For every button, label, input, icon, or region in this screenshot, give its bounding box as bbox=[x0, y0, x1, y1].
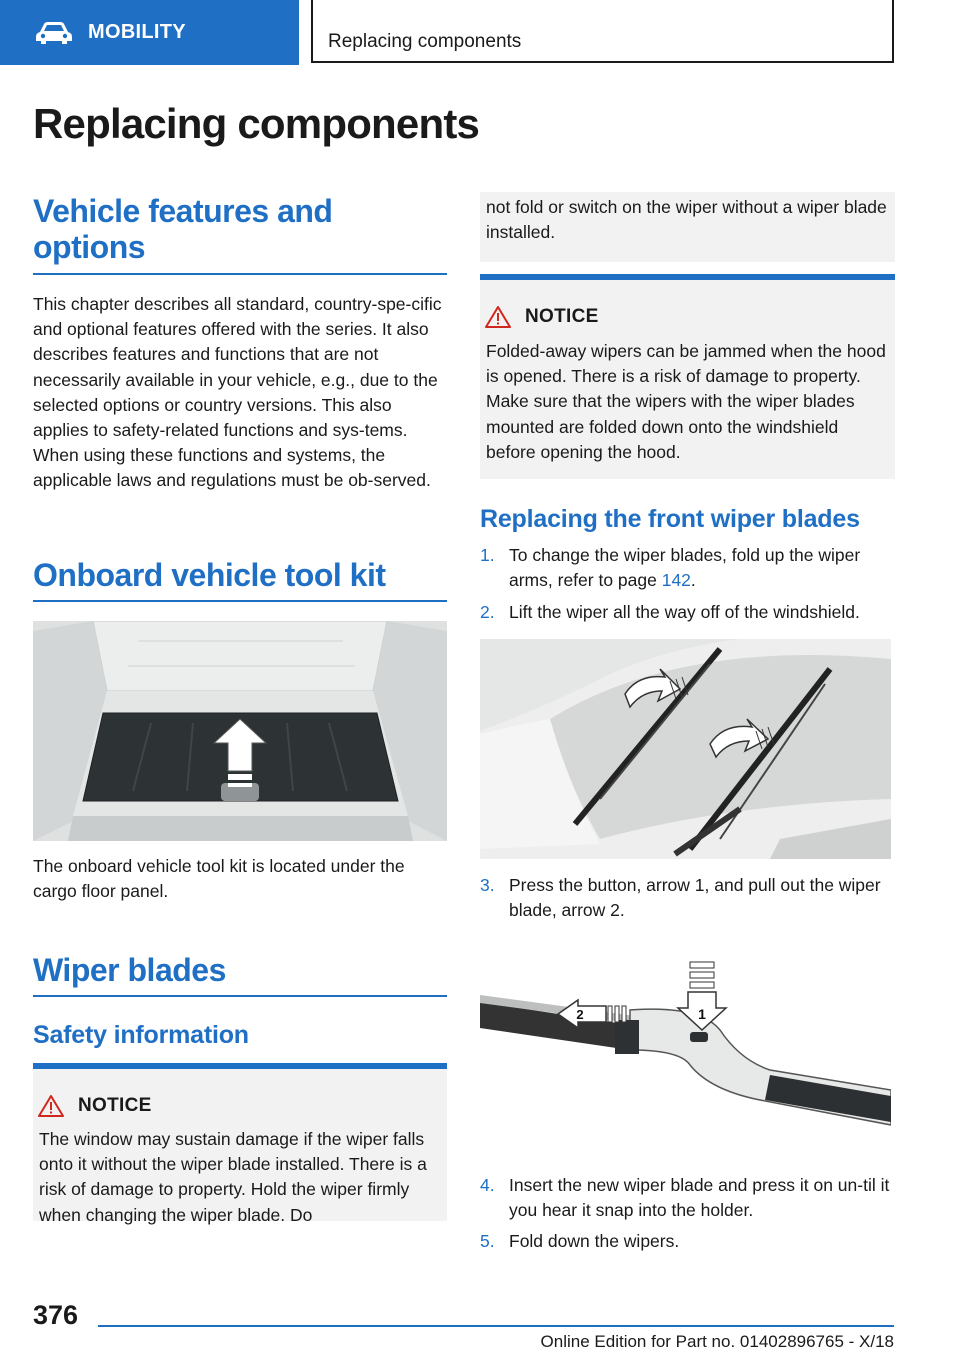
page-title: Replacing components bbox=[33, 100, 480, 147]
notice-text: Folded-away wipers can be jammed when the hood is opened. There is a risk of damage to property. Make sure that the wipers with the wiper blades mounted are folded down onto the windshield before opening the hood. bbox=[486, 341, 886, 462]
step-number: 4. bbox=[480, 1175, 495, 1195]
step-number: 2. bbox=[480, 602, 495, 622]
arrow-2-label: 2 bbox=[576, 1007, 584, 1022]
page-link[interactable]: 142 bbox=[661, 570, 691, 591]
notice-box-continued bbox=[480, 192, 895, 262]
step-number: 1. bbox=[480, 545, 495, 565]
cargo-area-illustration bbox=[33, 621, 447, 841]
step-5 bbox=[480, 1229, 895, 1254]
step-2 bbox=[480, 600, 895, 625]
step-1 bbox=[480, 543, 895, 593]
section-tab[interactable] bbox=[0, 0, 299, 65]
notice-continued-text: not fold or switch on the wiper without a wiper blade installed. bbox=[486, 197, 887, 243]
arrow-1-label: 1 bbox=[698, 1006, 706, 1022]
step-text: Insert the new wiper blade and press it on un-til it you hear it snap into the holder. bbox=[509, 1175, 890, 1221]
notice-text: The window may sustain damage if the wiper falls onto it without the wiper blade installed. There is a risk of damage to property. Hold the wiper firmly when changing the wiper blade. Do bbox=[39, 1129, 427, 1225]
step-text: To change the wiper blades, fold up the wiper arms, refer to page 142. bbox=[509, 545, 861, 591]
step-number: 5. bbox=[480, 1231, 495, 1251]
warning-triangle-icon bbox=[38, 1095, 64, 1117]
section-label: MOBILITY bbox=[88, 21, 186, 43]
notice-label: NOTICE bbox=[525, 306, 599, 327]
edition-note: Online Edition for Part no. 01402896765 - X/18 bbox=[540, 1332, 894, 1351]
step-text: Press the button, arrow 1, and pull out the wiper blade, arrow 2. bbox=[509, 875, 881, 921]
wiper-blade-release-illustration bbox=[480, 950, 891, 1160]
step-number: 3. bbox=[480, 875, 495, 895]
page-number: 376 bbox=[33, 1300, 79, 1330]
notice-box-wiper-damage bbox=[33, 1063, 447, 1225]
heading-tool-kit: Onboard vehicle tool kit bbox=[33, 557, 447, 602]
heading-wiper-blades: Wiper blades bbox=[33, 952, 447, 997]
features-paragraph: This chapter describes all standard, country-spe-cific and optional features offered with the series. It also describes features and functions that are not necessarily available in your vehicle, e.g., due to the selected options or country versions. This also applies to safety-related functions and sys-tems. When using these functions and systems, the applicable laws and regulations must be ob-served. bbox=[33, 294, 442, 491]
windshield-wiper-illustration bbox=[480, 639, 891, 859]
step-4 bbox=[480, 1173, 895, 1223]
step-text: Fold down the wipers. bbox=[509, 1231, 680, 1251]
heading-vehicle-features: Vehicle features and options bbox=[33, 193, 447, 275]
heading-replacing-front-wipers: Replacing the front wiper blades bbox=[480, 505, 860, 533]
notice-box-hood bbox=[480, 274, 895, 479]
heading-safety-information: Safety information bbox=[33, 1021, 249, 1049]
notice-label: NOTICE bbox=[78, 1095, 152, 1116]
tool-kit-paragraph: The onboard vehicle tool kit is located under the cargo floor panel. bbox=[33, 856, 405, 902]
breadcrumb: Replacing components bbox=[311, 0, 894, 63]
step-3 bbox=[480, 873, 895, 923]
step-text: Lift the wiper all the way off of the windshield. bbox=[509, 602, 860, 622]
warning-triangle-icon bbox=[485, 306, 511, 328]
car-icon bbox=[34, 21, 74, 45]
footer-divider bbox=[98, 1325, 894, 1327]
